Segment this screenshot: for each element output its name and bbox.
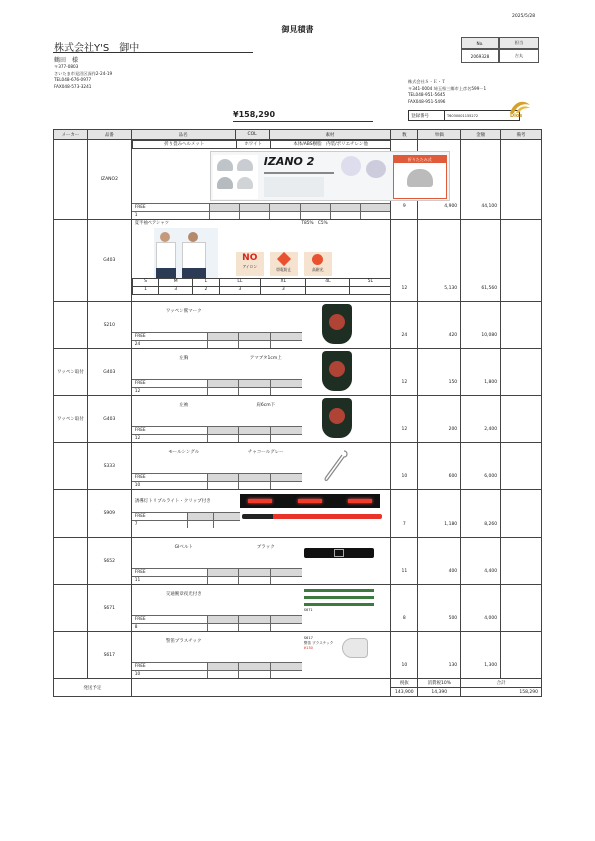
item-unit-price: 420 <box>418 302 461 349</box>
item-amount: 4,000 <box>461 585 501 632</box>
size-label-row <box>132 203 391 211</box>
company-block <box>408 79 486 105</box>
size-label-row <box>132 379 302 387</box>
header-remarks: 備考 <box>501 130 542 140</box>
customer-contact-block <box>54 64 112 90</box>
item-amount: 4,400 <box>461 538 501 585</box>
table-row <box>54 220 542 302</box>
lightfast-badge: 高耐光 <box>304 252 332 276</box>
customer-tel: TEL048-676-0977 <box>54 77 92 82</box>
maker-cell <box>54 585 88 632</box>
item-code: S210 <box>87 302 131 349</box>
item-material: 肩6cm下 <box>256 403 276 408</box>
item-detail-cell <box>131 538 391 585</box>
header-maker: メーカー <box>54 130 88 140</box>
size-qty-row <box>132 670 302 678</box>
item-name-row <box>132 220 391 228</box>
whistle-image <box>342 638 368 658</box>
item-material: 本体/ABS樹脂 内装/ポリエチレン他 <box>270 141 390 149</box>
size-qty-5l <box>350 287 390 295</box>
item-remarks <box>501 443 542 490</box>
item-remarks <box>501 220 542 302</box>
no-value: 2069328 <box>470 53 490 59</box>
item-name: GIベルト <box>174 545 193 550</box>
document-title: 御見積書 <box>281 25 314 34</box>
no-iron-badge: NO アイロン <box>236 252 264 276</box>
tanto-label-cell <box>499 37 539 49</box>
item-code: S671 <box>87 585 131 632</box>
size-qty: 12 <box>132 388 208 395</box>
maker-cell <box>54 220 88 302</box>
item-code: IZANO2 <box>87 140 131 220</box>
total-label: 合計 <box>461 679 542 688</box>
total-underline <box>233 121 373 122</box>
item-qty: 24 <box>391 302 418 349</box>
item-amount: 2,400 <box>461 396 501 443</box>
tanto-label: 担当 <box>514 40 524 45</box>
header-unit-price: 単価 <box>418 130 461 140</box>
item-name: 誘導灯トリプルライト・クリップ付き <box>134 499 211 504</box>
table-row <box>54 538 542 585</box>
maker-cell <box>54 490 88 538</box>
item-detail-cell <box>131 140 432 220</box>
item-remarks <box>501 302 542 349</box>
size-qty: 10 <box>132 482 208 489</box>
item-remarks <box>501 490 542 538</box>
belt-image <box>304 548 374 558</box>
item-material: ブラック <box>256 545 275 550</box>
maker-cell <box>54 140 88 220</box>
item-detail-cell <box>131 443 391 490</box>
header-name: 品名 <box>131 130 235 140</box>
item-detail-cell <box>131 490 391 538</box>
size-qty-xl: 3 <box>261 287 306 295</box>
item-qty: 9 <box>391 140 418 220</box>
item-qty: 11 <box>391 538 418 585</box>
item-code: S333 <box>87 443 131 490</box>
size-label: FREE <box>132 513 188 520</box>
whistle-label: S617 警笛 プラスチック ¥130 <box>303 636 334 650</box>
size-s: S <box>132 279 159 287</box>
header-color: COL <box>235 130 269 140</box>
item-qty: 10 <box>391 632 418 679</box>
item-material: チャコールグレー <box>247 450 284 455</box>
size-qty-row <box>132 340 302 348</box>
light-baton-image <box>242 514 382 519</box>
table-row <box>54 349 542 396</box>
logo-text: Dios <box>510 113 523 119</box>
size-label-row <box>132 512 240 520</box>
item-remarks <box>501 349 542 396</box>
item-unit-price: 4,900 <box>418 140 461 220</box>
size-m: M <box>159 279 193 287</box>
size-qty: 1 <box>132 212 210 219</box>
customer-underline <box>53 52 253 53</box>
table-row <box>54 443 542 490</box>
contact-person: 鶴田 様 <box>54 57 79 64</box>
item-detail-cell <box>131 396 391 443</box>
size-label: FREE <box>132 427 208 434</box>
maker-cell <box>54 302 88 349</box>
item-amount: 6,000 <box>461 443 501 490</box>
company-tel: TEL048-951-5645 <box>408 92 446 97</box>
table-row <box>54 140 542 220</box>
size-label: FREE <box>132 333 208 340</box>
armband-image: S671 <box>304 589 374 613</box>
size-qty: 8 <box>132 624 208 631</box>
table-row <box>54 396 542 443</box>
subtotal-value: 143,900 <box>391 688 418 697</box>
item-name: モールシングル <box>168 450 200 455</box>
item-name: 警笛プラスチック <box>165 639 202 644</box>
item-code: S617 <box>87 632 131 679</box>
antistatic-badge: 帯電防止 <box>270 252 298 276</box>
table-row <box>54 490 542 538</box>
estimate-table <box>53 129 542 697</box>
company-fax: FAX048-951-5496 <box>408 98 446 104</box>
item-detail-cell <box>131 220 391 302</box>
item-detail-cell <box>131 349 391 396</box>
customer-fax: FAX048-573-3241 <box>54 83 92 89</box>
item-qty: 8 <box>391 585 418 632</box>
size-label-row <box>132 426 302 434</box>
size-label-row <box>132 278 391 295</box>
item-remarks <box>501 396 542 443</box>
size-label-row <box>132 473 302 481</box>
item-remarks <box>501 632 542 679</box>
item-qty: 10 <box>391 443 418 490</box>
size-label: FREE <box>132 474 208 481</box>
size-qty-row <box>132 481 302 489</box>
size-label-row <box>132 332 302 340</box>
size-ll: LL <box>219 279 260 287</box>
item-amount: 10,080 <box>461 302 501 349</box>
item-amount: 61,560 <box>461 220 501 302</box>
item-unit-price: 500 <box>418 585 461 632</box>
customer-address: さいたま市見沼区深作2-24-19 <box>54 70 113 76</box>
size-label: FREE <box>132 380 208 387</box>
helmet-image <box>210 151 450 201</box>
item-unit-price: 1,180 <box>418 490 461 538</box>
maker-cell <box>54 443 88 490</box>
item-material: アマブタ1cm上 <box>249 356 282 361</box>
item-name-row <box>132 140 391 149</box>
item-unit-price: 200 <box>418 396 461 443</box>
subtotal-label: 税抜 <box>391 679 418 688</box>
item-name: 左袖 <box>179 403 189 408</box>
company-name: 株式会社Ｓ・Ｅ・Ｔ <box>408 79 446 84</box>
size-xl: XL <box>261 279 306 287</box>
product-image-area <box>132 228 391 278</box>
item-maker: ワッペン取付 <box>54 396 88 443</box>
issue-date: 2025/5/28 <box>512 14 536 19</box>
size-label-row <box>132 662 302 670</box>
item-code: G403 <box>87 220 131 302</box>
item-amount: 1,300 <box>461 632 501 679</box>
triple-light-image <box>240 494 380 508</box>
size-qty-ll: 3 <box>219 287 260 295</box>
no-value-cell <box>461 49 499 63</box>
item-name: ワッペン鷲マーク <box>165 309 202 314</box>
shipping-value <box>131 679 391 697</box>
item-unit-price: 600 <box>418 443 461 490</box>
size-4l: 4L <box>306 279 350 287</box>
item-qty: 12 <box>391 396 418 443</box>
size-qty-4l <box>306 287 350 295</box>
size-qty-m: 3 <box>159 287 193 295</box>
customer-name: 株式会社Y'S 御中 <box>54 43 140 54</box>
header-qty: 数 <box>391 130 418 140</box>
size-qty: 11 <box>132 577 208 584</box>
shipping-label: 発送予定 <box>54 679 132 697</box>
size-qty: 10 <box>132 671 208 678</box>
item-qty: 12 <box>391 220 418 302</box>
size-qty: 24 <box>132 341 208 348</box>
size-label: FREE <box>132 569 208 576</box>
registration-number-box <box>408 110 523 121</box>
size-qty: 7 <box>132 521 188 528</box>
item-unit-price: 130 <box>418 632 461 679</box>
patch-eagle-image <box>322 351 352 391</box>
size-qty-row <box>132 211 391 219</box>
item-amount: 44,100 <box>461 140 501 220</box>
size-qty: 12 <box>132 435 208 442</box>
size-label: FREE <box>132 616 208 623</box>
size-l: L <box>193 279 220 287</box>
item-remarks <box>501 538 542 585</box>
header-code: 品番 <box>87 130 131 140</box>
item-detail-cell <box>131 632 391 679</box>
no-label: No. <box>476 40 484 46</box>
size-qty-l: 2 <box>193 287 220 295</box>
item-remarks <box>501 585 542 632</box>
table-row <box>54 302 542 349</box>
size-qty-row <box>132 387 302 395</box>
footer-row-labels <box>54 679 542 688</box>
item-amount: 8,260 <box>461 490 501 538</box>
maker-cell <box>54 632 88 679</box>
item-material: T85% C5% <box>301 221 328 226</box>
item-code: S909 <box>87 490 131 538</box>
tax-value: 14,390 <box>418 688 461 697</box>
size-label-row <box>132 568 302 576</box>
item-code: G403 <box>87 349 131 396</box>
total-value: 158,290 <box>461 688 542 697</box>
izano-title: IZANO 2 <box>263 155 315 168</box>
no-label-cell <box>461 37 499 49</box>
table-row <box>54 585 542 632</box>
estimate-total: ¥158,290 <box>233 110 276 119</box>
size-qty-row <box>132 520 240 528</box>
size-qty-row <box>132 434 302 442</box>
product-image-area <box>132 149 432 203</box>
tanto-value: 吉丸 <box>514 53 524 58</box>
size-label: FREE <box>132 663 208 670</box>
size-label: FREE <box>132 204 210 211</box>
size-label-row <box>132 615 302 623</box>
item-detail-cell <box>131 302 391 349</box>
registration-number-label: 登録番号 <box>409 111 445 120</box>
table-row <box>54 632 542 679</box>
shirt-image <box>154 228 218 278</box>
header-amount: 金額 <box>461 130 501 140</box>
registration-number-value: T6030001155272 <box>447 113 479 118</box>
customer-zip: 〒377-0803 <box>54 64 79 69</box>
item-qty: 12 <box>391 349 418 396</box>
item-color: ホワイト <box>236 141 270 149</box>
item-maker: ワッペン取付 <box>54 349 88 396</box>
maker-cell <box>54 538 88 585</box>
cord-hook-icon <box>322 447 352 483</box>
item-unit-price: 400 <box>418 538 461 585</box>
item-amount: 1,800 <box>461 349 501 396</box>
patch-eagle-image <box>322 304 352 344</box>
company-address: 〒341-0004 埼玉県三郷市上彦名599－1 <box>408 85 487 91</box>
item-remarks <box>501 140 542 220</box>
patch-eagle-image <box>322 398 352 438</box>
tanto-value-cell <box>499 49 539 63</box>
item-unit-price: 5,130 <box>418 220 461 302</box>
item-unit-price: 150 <box>418 349 461 396</box>
item-name: 左胸 <box>179 356 189 361</box>
size-5l: 5L <box>350 279 390 287</box>
header-material: 素材 <box>269 130 391 140</box>
tax-label: 消費税10% <box>418 679 461 688</box>
item-name: 折り畳みヘルメット <box>132 141 236 149</box>
izano-badge: 折りたたみ式 <box>394 156 446 163</box>
table-header-row <box>54 130 542 140</box>
item-qty: 7 <box>391 490 418 538</box>
size-qty-row <box>132 576 302 584</box>
item-name: 夏半袖ペアシャツ <box>134 221 169 226</box>
item-name: 交通腕章夜光付き <box>165 592 202 597</box>
item-detail-cell <box>131 585 391 632</box>
item-code: S652 <box>87 538 131 585</box>
size-qty-s: 1 <box>132 287 159 295</box>
size-qty-row <box>132 623 302 631</box>
item-code: G403 <box>87 396 131 443</box>
